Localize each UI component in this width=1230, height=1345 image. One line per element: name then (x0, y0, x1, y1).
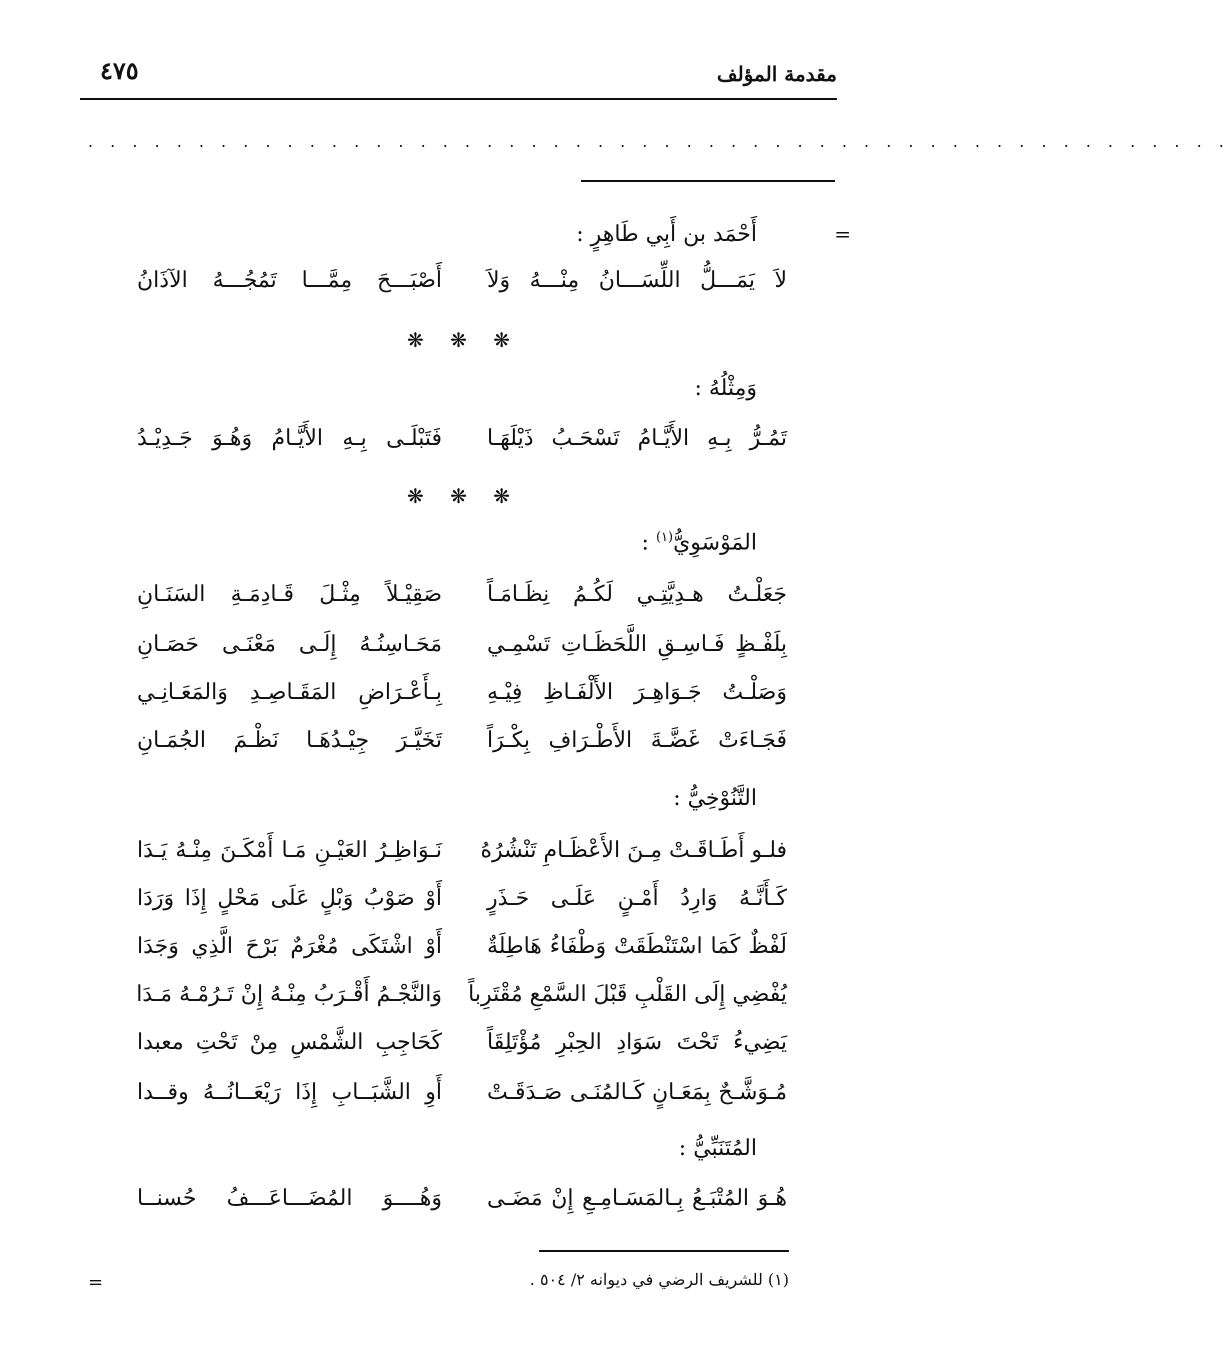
verse-second-hemistich: مَحَـاسِنُـهُ إِلَـى مَعْنَـى حَصَـانِ (137, 632, 442, 657)
verse-second-hemistich: صَقِيْـلاً مِثْـلَ قَـادِمَـةِ السَنَـانِ (137, 582, 442, 607)
verse-first-hemistich: يَضِيءُ تَحْتَ سَوَادِ الحِبْرِ مُؤْتَلِقَاً (487, 1030, 787, 1055)
dotted-separator: . . . . . . . . . . . . . . . . . . . . . . . . . . . . . . . . . . . . . . . . . . . . . . . . . . . . (88, 132, 1230, 151)
verse-second-hemistich: أَوْ اشْتَكَى مُغْرَمٌ بَرْحَ الَّذِي وَجَدَا (137, 934, 442, 959)
footnote-ref: (١) (655, 530, 674, 545)
verse-first-hemistich: وَصَلْـتُ جَـوَاهِـرَ الأَلْفَـاظِ فِيْـهِ (487, 680, 787, 705)
verse-second-hemistich: نَـوَاظِـرُ العَيْـنِ مَـا أَمْكَـنَ مِنْـهُ يَـدَا (137, 838, 442, 863)
verse-first-hemistich: فلـو أَطَـاقَـتْ مِـنَ الأَعْظَـامِ تَنْشُرُهُ (480, 838, 787, 863)
verse-second-hemistich: تَخَيَّـرَ جِيْـدُهَـا نَظْـمَ الجُمَـانِ (137, 728, 442, 753)
verse-first-hemistich: هُـوَ المُتْبَـعُ بِـالمَسَـامِـعِ إِنْ مَضَـى (487, 1186, 787, 1211)
verse-second-hemistich: بِـأَعْـرَاضِ المَقَـاصِـدِ وَالمَعَـانِـي (137, 680, 442, 705)
verse-first-hemistich: يُفْضِي إِلَى القَلْبِ قَبْلَ السَّمْعِ مُقْتَرِباً (468, 982, 787, 1007)
verse-first-hemistich: تَمُـرُّ بِـهِ الأَيَّـامُ تَسْحَـبُ ذَيْلَهَـا (487, 426, 787, 451)
header-rule (80, 98, 837, 100)
footnote: (١) للشريف الرضي في ديوانه ٢/ ٥٠٤ . (529, 1270, 789, 1289)
poet-attribution: التَّنُوْخِيُّ : (673, 786, 757, 811)
poet-attribution: أَحْمَد بن أَبِي طَاهِرٍ : (576, 222, 757, 247)
verse-first-hemistich: بِلَفْـظٍ فَـاسِـقِ اللَّحَظَـاتِ تَسْمِـي (487, 632, 787, 657)
verse-first-hemistich: لَفْظٌ كَمَا اسْتَنْطَقَتْ وَطْفَاءُ هَاطِلَةٌ (487, 934, 787, 959)
poet-attribution: المُتَنَبِّيُّ : (678, 1136, 757, 1161)
section-rule (581, 180, 835, 182)
verse-first-hemistich: كَـأَنَّـهُ وَارِدُ أَمْـنٍ عَلَـى حَـذَرٍ (487, 886, 787, 911)
poet-name: المَوْسَوِيُّ (673, 530, 757, 556)
verse-first-hemistich: مُـوَشَّـحٌ بِمَعَـانٍ كَـالمُنَـى صَـدَقَـتْ (487, 1080, 787, 1105)
poet-attribution: وَمِثْلُهُ : (694, 376, 757, 401)
page-number: ٤٧٥ (100, 56, 139, 85)
verse-second-hemistich: وَالنَّجْـمُ أَقْـرَبُ مِنْـهُ إِنْ تَـرُمْـهُ مَـدَا (136, 982, 442, 1007)
footnote-rule (539, 1250, 789, 1252)
verse-second-hemistich: فَتَبْلَـى بِـهِ الأَيَّـامُ وَهُـوَ جَـدِيْـدُ (137, 426, 442, 451)
verse-second-hemistich: أَوْ صَوْبُ وَبْلٍ عَلَى مَحْلٍ إِذَا وَرَدَا (137, 886, 442, 911)
running-header-title: مقدمة المؤلف (716, 62, 837, 86)
verse-second-hemistich: أَصْبَـــحَ مِمَّـــا تَمُجُـــهُ الآذَانُ (137, 268, 442, 293)
continuation-mark-bottom: = (88, 1272, 104, 1293)
verse-second-hemistich: وَهُــــوَ المُضَـــاعَـــفُ حُسنــا (137, 1186, 442, 1211)
continuation-mark-top: = (834, 222, 851, 246)
verse-second-hemistich: كَحَاجِبِ الشَّمْسِ مِنْ تَحْتِ معبدا (137, 1030, 442, 1055)
stars-separator: ❋ ❋ ❋ (407, 484, 510, 508)
verse-first-hemistich: لاَ يَمَـــلُّ اللِّسَـــانُ مِنْـــهُ وَلاَ (487, 268, 787, 293)
verse-second-hemistich: أَوِ الشَّبَــابِ إِذَا رَيْعَــانُــهُ وقــدا (137, 1080, 442, 1105)
stars-separator: ❋ ❋ ❋ (407, 328, 510, 352)
verse-first-hemistich: فَجَـاءَتْ غَضَّـةَ الأَطْـرَافِ بِكْـرَاً (487, 728, 787, 753)
attribution-colon: : (641, 530, 656, 556)
poet-attribution (642, 530, 757, 555)
verse-first-hemistich: جَعَلْـتُ هـدِيَّتِـي لَكُـمُ نِظَـامَـاً (487, 582, 787, 607)
